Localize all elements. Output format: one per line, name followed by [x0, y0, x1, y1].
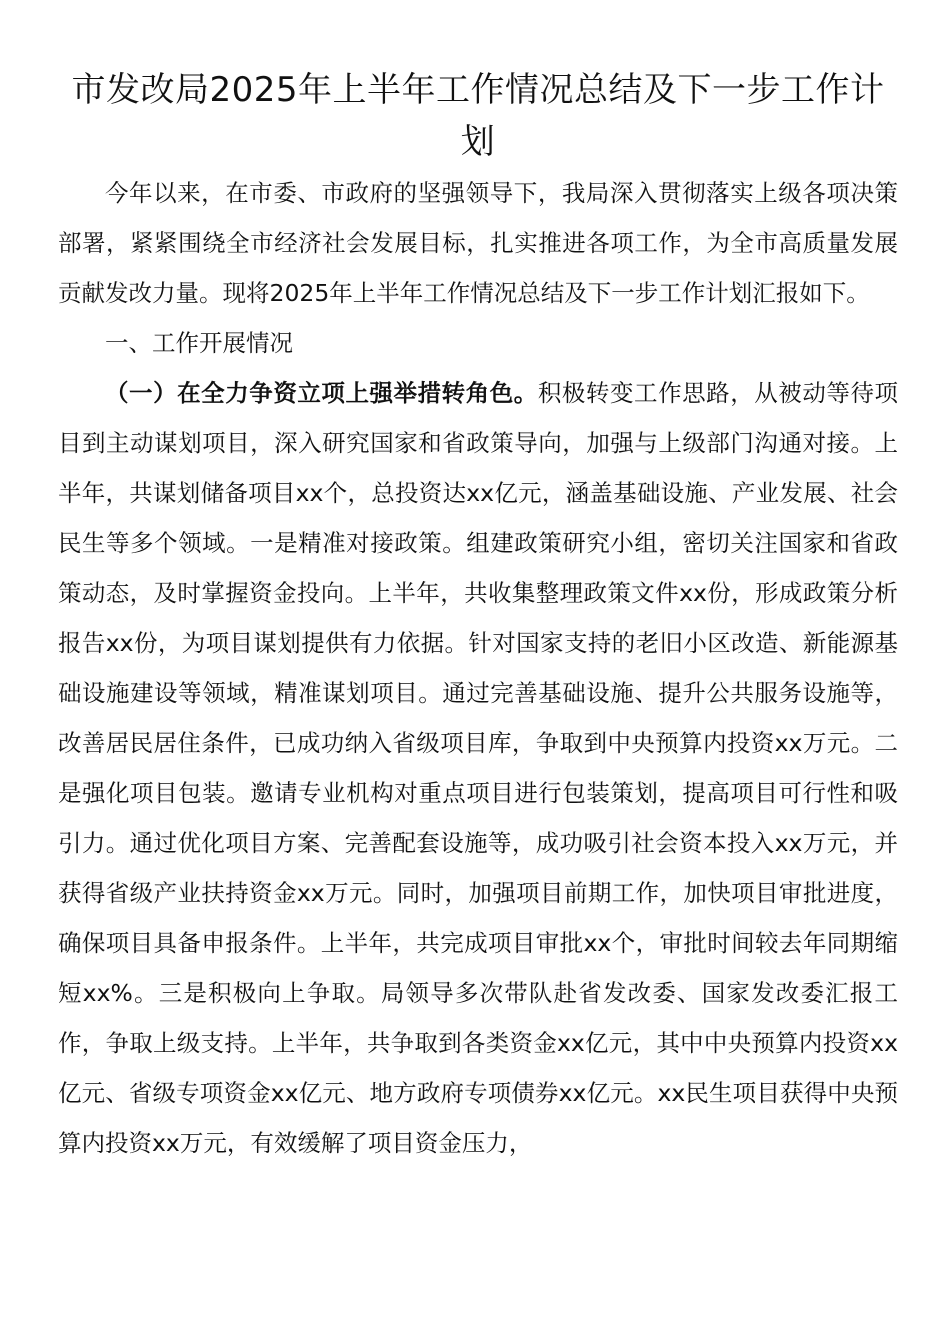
section-heading-1: 一、工作开展情况	[105, 329, 293, 357]
subsection-1-paragraph	[58, 368, 898, 1168]
document-title: 市发改局2025年上半年工作情况总结及下一步工作计划	[71, 70, 885, 162]
subsection-1-body: 积极转变工作思路，从被动等待项目到主动谋划项目，深入研究国家和省政策导向，加强与上级部门沟通对接。上半年，共谋划储备项目xx个，总投资达xx亿元，涵盖基础设施、产业发展、社会民生等多个领域。一是精准对接政策。组建政策研究小组，密切关注国家和省政策动态，及时掌握资金投向。上半年，共收集整理政策文件xx份，形成政策分析报告xx份，为项目谋划提供有力依据。针对国家支持的老旧小区改造、新能源基础设施建设等领域，精准谋划项目。通过完善基础设施、提升公共服务设施等，改善居民居住条件，已成功纳入省级项目库，争取到中央预算内投资xx万元。二是强化项目包装。邀请专业机构对重点项目进行包装策划，提高项目可行性和吸引力。通过优化项目方案、完善配套设施等，成功吸引社会资本投入xx万元，并获得省级产业扶持资金xx万元。同时，加强项目前期工作，加快项目审批进度，确保项目具备申报条件。上半年，共完成项目审批xx个，审批时间较去年同期缩短xx%。三是积极向上争取。局领导多次带队赴省发改委、国家发改委汇报工作，争取上级支持。上半年，共争取到各类资金xx亿元，其中中央预算内投资xx亿元、省级专项资金xx亿元、地方政府专项债券xx亿元。xx民生项目获得中央预算内投资xx万元，有效缓解了项目资金压力，	[58, 379, 898, 1157]
subsection-1-lead: （一）在全力争资立项上强举措转角色。	[105, 379, 538, 407]
document-page	[58, 64, 898, 1168]
intro-paragraph: 今年以来，在市委、市政府的坚强领导下，我局深入贯彻落实上级各项决策部署，紧紧围绕全市经济社会发展目标，扎实推进各项工作，为全市高质量发展贡献发改力量。现将2025年上半年工作情况总结及下一步工作计划汇报如下。	[58, 179, 898, 307]
